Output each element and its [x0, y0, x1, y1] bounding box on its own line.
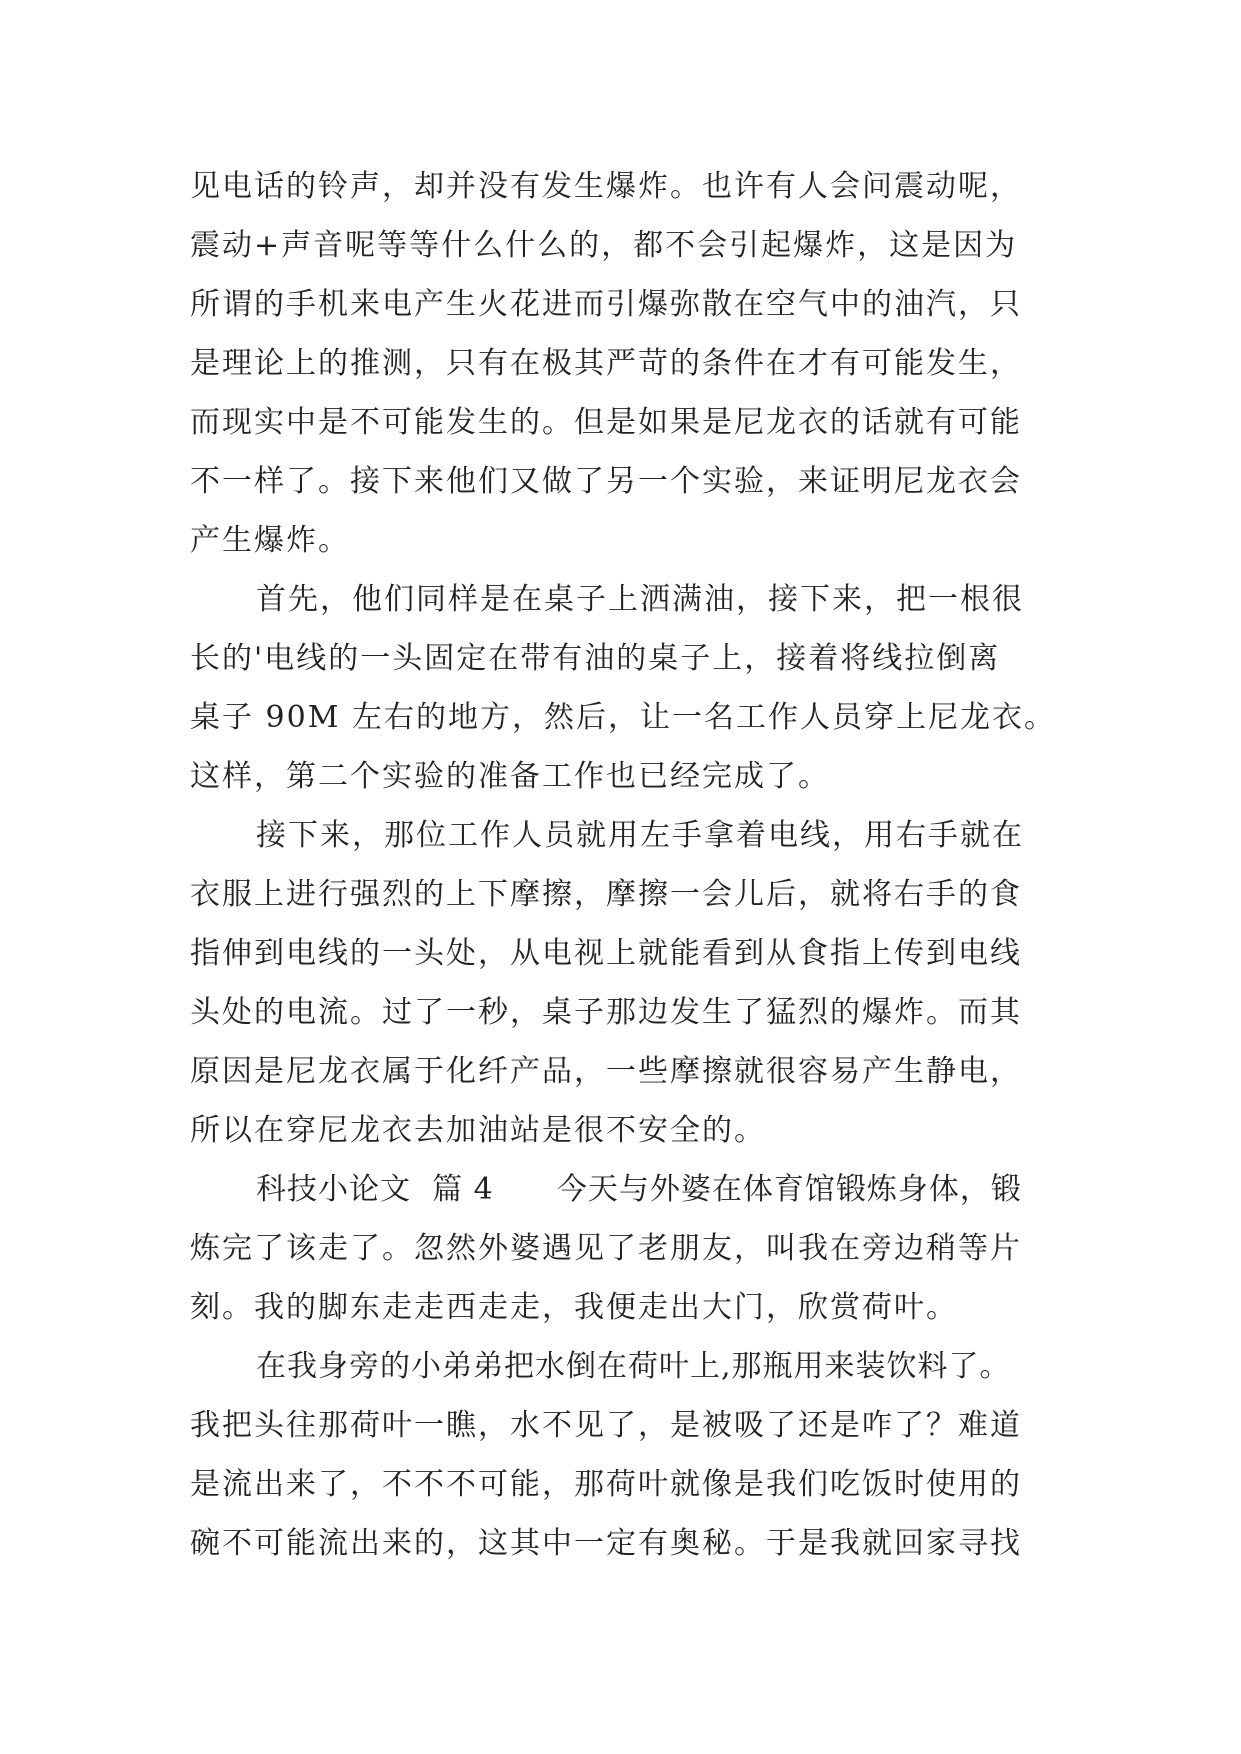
text-line: 不一样了。接下来他们又做了另一个实验，来证明尼龙衣会	[190, 464, 1022, 499]
text-line: 而现实中是不可能发生的。但是如果是尼龙衣的话就有可能	[190, 405, 1022, 440]
text-line: 桌子 90M 左右的地方，然后，让一名工作人员穿上尼龙衣。	[190, 700, 1056, 735]
text-line: 碗不可能流出来的，这其中一定有奥秘。于是我就回家寻找	[190, 1526, 1022, 1561]
body-text	[190, 157, 1060, 1573]
paragraph-first-line: 首先，他们同样是在桌子上洒满油，接下来，把一根很	[256, 582, 1024, 617]
text-line: 刻。我的脚东走走西走走，我便走出大门，欣赏荷叶。	[190, 1290, 958, 1325]
text-line: 所以在穿尼龙衣去加油站是很不安全的。	[190, 1113, 766, 1148]
paragraph-first-line: 接下来，那位工作人员就用左手拿着电线，用右手就在	[256, 818, 1024, 853]
text-line: 所谓的手机来电产生火花进而引爆弥散在空气中的油汽，只	[190, 287, 1022, 322]
text-line: 产生爆炸。	[190, 523, 350, 558]
text-line: 见电话的铃声，却并没有发生爆炸。也许有人会问震动呢，	[190, 169, 1022, 204]
text-line: 这样，第二个实验的准备工作也已经完成了。	[190, 759, 830, 794]
text-line: 震动+声音呢等等什么什么的，都不会引起爆炸，这是因为	[190, 228, 1018, 263]
text-line: 炼完了该走了。忽然外婆遇见了老朋友，叫我在旁边稍等片	[190, 1231, 1022, 1266]
text-line: 衣服上进行强烈的上下摩擦，摩擦一会儿后，就将右手的食	[190, 877, 1022, 912]
text-line: 指伸到电线的一头处，从电视上就能看到从食指上传到电线	[190, 936, 1022, 971]
text-line: 长的'电线的一头固定在带有油的桌子上，接着将线拉倒离	[190, 641, 1001, 676]
text-line: 原因是尼龙衣属于化纤产品，一些摩擦就很容易产生静电，	[190, 1054, 1022, 1089]
text-line: 是流出来了，不不不可能，那荷叶就像是我们吃饭时使用的	[190, 1467, 1022, 1502]
text-line: 我把头往那荷叶一瞧，水不见了，是被吸了还是咋了？难道	[190, 1408, 1022, 1443]
section-heading-line: 科技小论文 篇 4 今天与外婆在体育馆锻炼身体，锻	[256, 1172, 1022, 1207]
text-line: 是理论上的推测，只有在极其严苛的条件在才有可能发生，	[190, 346, 1022, 381]
paragraph-first-line: 在我身旁的小弟弟把水倒在荷叶上,那瓶用来装饮料了。	[256, 1349, 1011, 1384]
text-line: 头处的电流。过了一秒，桌子那边发生了猛烈的爆炸。而其	[190, 995, 1022, 1030]
